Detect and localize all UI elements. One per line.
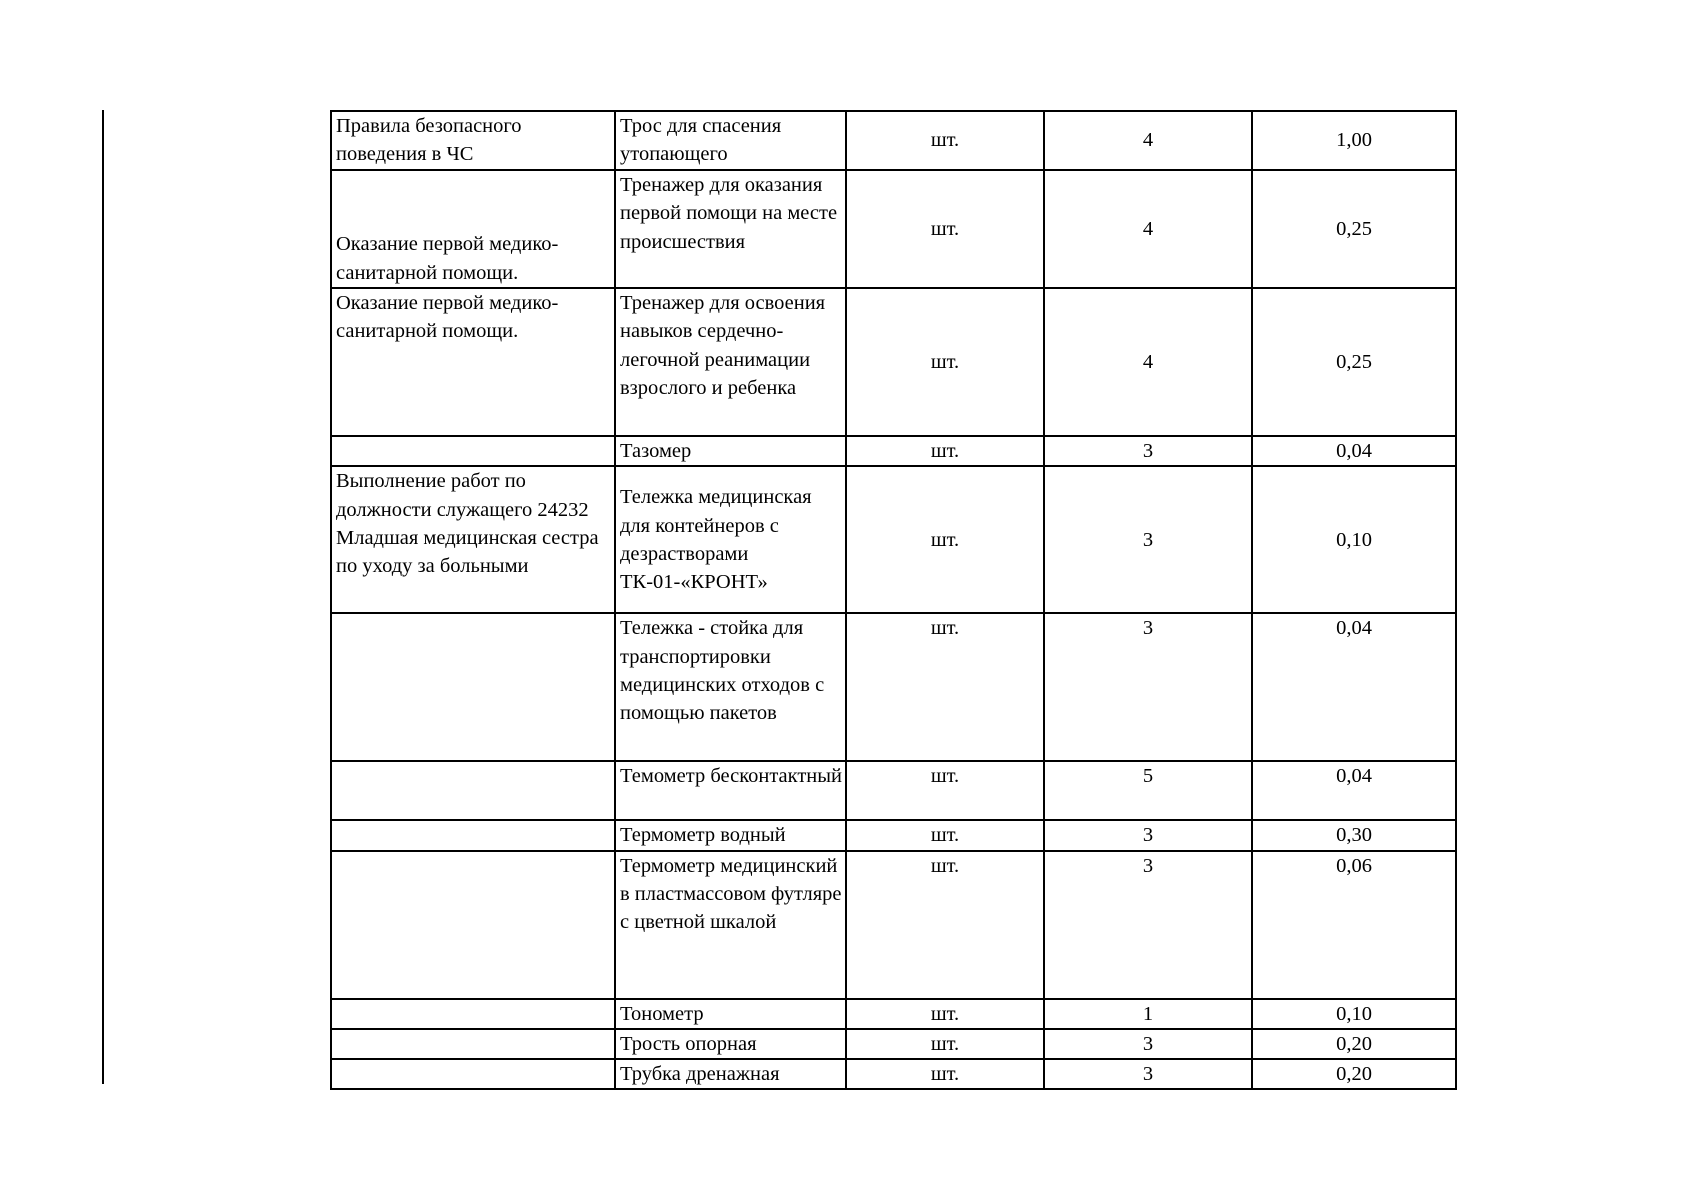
cell-norm: 0,04 xyxy=(1252,761,1456,820)
cell-item-name: Термометр водный xyxy=(615,820,846,850)
cell-item-name: Трос для спасения утопающего xyxy=(615,111,846,170)
cell-norm: 0,20 xyxy=(1252,1029,1456,1059)
cell-quantity: 1 xyxy=(1044,999,1252,1029)
cell-item-name: Тренажер для освоения навыков сердечно-легочной реанимации взрослого и ребенка xyxy=(615,288,846,436)
cell-norm: 0,04 xyxy=(1252,436,1456,466)
cell-quantity: 3 xyxy=(1044,1029,1252,1059)
table-row xyxy=(331,613,1456,761)
cell-norm: 0,10 xyxy=(1252,466,1456,613)
cell-quantity: 3 xyxy=(1044,436,1252,466)
cell-unit: шт. xyxy=(846,820,1044,850)
cell-topic xyxy=(331,820,615,850)
cell-unit: шт. xyxy=(846,288,1044,436)
cell-quantity: 3 xyxy=(1044,466,1252,613)
cell-quantity: 4 xyxy=(1044,288,1252,436)
cell-topic xyxy=(331,436,615,466)
table-row xyxy=(331,466,1456,613)
table-row xyxy=(331,170,1456,288)
equipment-table xyxy=(330,110,1457,1090)
page-margin-line xyxy=(102,110,104,1084)
cell-topic xyxy=(331,851,615,999)
cell-unit: шт. xyxy=(846,851,1044,999)
table-row xyxy=(331,851,1456,999)
cell-norm: 0,25 xyxy=(1252,288,1456,436)
cell-item-name: Темометр бесконтактный xyxy=(615,761,846,820)
cell-unit: шт. xyxy=(846,613,1044,761)
cell-quantity: 3 xyxy=(1044,851,1252,999)
cell-topic: Оказание первой медико-санитарной помощи. xyxy=(331,170,615,288)
cell-unit: шт. xyxy=(846,466,1044,613)
table-row xyxy=(331,1059,1456,1089)
cell-quantity: 3 xyxy=(1044,1059,1252,1089)
cell-norm: 0,04 xyxy=(1252,613,1456,761)
cell-item-name: Тележка - стойка для транспортировки медицинских отходов с помощью пакетов xyxy=(615,613,846,761)
cell-topic xyxy=(331,761,615,820)
cell-item-name: Термометр медицинский в пластмассовом футляре с цветной шкалой xyxy=(615,851,846,999)
cell-unit: шт. xyxy=(846,761,1044,820)
table-row xyxy=(331,1029,1456,1059)
cell-topic xyxy=(331,613,615,761)
cell-unit: шт. xyxy=(846,436,1044,466)
cell-topic: Выполнение работ по должности служащего 24232 Младшая медицинская сестра по уходу за больными xyxy=(331,466,615,613)
cell-quantity: 5 xyxy=(1044,761,1252,820)
cell-topic xyxy=(331,1059,615,1089)
table-row xyxy=(331,999,1456,1029)
cell-norm: 0,10 xyxy=(1252,999,1456,1029)
table-row xyxy=(331,820,1456,850)
cell-norm: 0,25 xyxy=(1252,170,1456,288)
cell-quantity: 3 xyxy=(1044,613,1252,761)
cell-unit: шт. xyxy=(846,1059,1044,1089)
cell-norm: 0,20 xyxy=(1252,1059,1456,1089)
cell-item-name: Тренажер для оказания первой помощи на месте происшествия xyxy=(615,170,846,288)
cell-norm: 1,00 xyxy=(1252,111,1456,170)
cell-unit: шт. xyxy=(846,999,1044,1029)
cell-item-name: Трость опорная xyxy=(615,1029,846,1059)
cell-unit: шт. xyxy=(846,111,1044,170)
cell-topic xyxy=(331,999,615,1029)
cell-item-name: Тонометр xyxy=(615,999,846,1029)
cell-norm: 0,30 xyxy=(1252,820,1456,850)
cell-topic xyxy=(331,1029,615,1059)
cell-item-name: Тазомер xyxy=(615,436,846,466)
cell-unit: шт. xyxy=(846,1029,1044,1059)
table-row xyxy=(331,111,1456,170)
table-row xyxy=(331,288,1456,436)
cell-quantity: 4 xyxy=(1044,111,1252,170)
table-row xyxy=(331,436,1456,466)
cell-quantity: 3 xyxy=(1044,820,1252,850)
cell-item-name: Трубка дренажная xyxy=(615,1059,846,1089)
table-row xyxy=(331,761,1456,820)
cell-item-name: Тележка медицинская для контейнеров с дезрастворами ТК-01-«КРОНТ» xyxy=(615,466,846,613)
cell-unit: шт. xyxy=(846,170,1044,288)
cell-norm: 0,06 xyxy=(1252,851,1456,999)
cell-quantity: 4 xyxy=(1044,170,1252,288)
cell-topic: Оказание первой медико-санитарной помощи. xyxy=(331,288,615,436)
cell-topic: Правила безопасного поведения в ЧС xyxy=(331,111,615,170)
